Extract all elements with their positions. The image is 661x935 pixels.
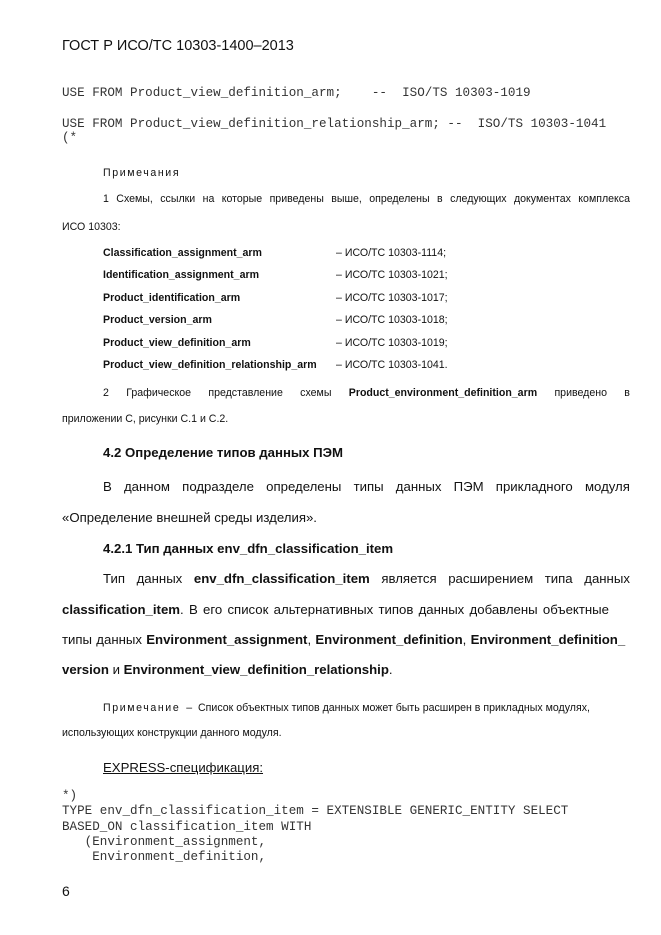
text-run: Список объектных типов данных может быть расширен в прикладных модулях, — [198, 702, 590, 714]
text-run: типы данных — [62, 632, 147, 647]
word: приведены — [269, 193, 324, 205]
note-dash: – — [186, 702, 193, 714]
code-line: (Environment_assignment, — [62, 835, 267, 849]
word: приведено — [554, 387, 607, 399]
code-line: USE FROM Product_view_definition_arm; -- ISO/TS 10303-1019 — [62, 86, 531, 100]
text-run: . В его список альтернативных типов данных добавлены объектные — [180, 602, 609, 617]
word: 2 — [103, 387, 109, 399]
word: данных — [584, 571, 630, 586]
word: Тип — [103, 571, 125, 586]
word: в — [437, 193, 443, 205]
schema-name: Product_environment_definition_arm — [348, 387, 538, 399]
ref-standard: – ИСО/ТС 10303-1114; — [336, 247, 447, 259]
word: комплекса — [578, 193, 630, 205]
ref-name: Product_view_definition_relationship_arm — [103, 359, 317, 371]
entity-name: Environment_definition_ — [470, 632, 626, 647]
ref-name: Identification_assignment_arm — [103, 269, 260, 281]
code-line: *) — [62, 789, 78, 803]
note-line1 — [103, 702, 590, 714]
word: ПЭМ — [453, 479, 484, 494]
word: данном — [123, 479, 170, 494]
ref-standard: – ИСО/ТС 10303-1041. — [336, 359, 448, 371]
code-line: USE FROM Product_view_definition_relationship_arm; -- ISO/TS 10303-1041 — [62, 117, 607, 131]
ref-standard: – ИСО/ТС 10303-1018; — [336, 314, 448, 326]
word: является — [381, 571, 437, 586]
code-line: BASED_ON classification_item WITH — [62, 820, 312, 834]
section-4-2-para-line2: «Определение внешней среды изделия». — [62, 510, 317, 525]
word: типы — [353, 479, 384, 494]
word: выше, — [331, 193, 362, 205]
section-heading-4-2: 4.2 Определение типов данных ПЭМ — [103, 445, 344, 460]
word: 1 — [103, 193, 109, 205]
section-4-2-1-line1 — [103, 571, 630, 586]
word: следующих — [450, 193, 507, 205]
section-4-2-1-line2 — [62, 602, 609, 617]
word: В — [103, 479, 112, 494]
ref-standard: – ИСО/ТС 10303-1019; — [336, 337, 448, 349]
page-number: 6 — [62, 883, 70, 899]
word: ссылки — [160, 193, 196, 205]
ref-name: Product_identification_arm — [103, 292, 241, 304]
code-line: Environment_definition, — [62, 850, 267, 864]
entity-name: Environment_assignment — [146, 632, 308, 647]
word: модуля — [584, 479, 630, 494]
word: которые — [221, 193, 263, 205]
code-line: TYPE env_dfn_classification_item = EXTENSIBLE GENERIC_ENTITY SELECT — [62, 804, 569, 818]
text-run: , — [307, 632, 316, 647]
page-header-title: ГОСТ Р ИСО/ТС 10303-1400–2013 — [62, 38, 294, 54]
text-run: и — [108, 662, 124, 677]
entity-name: Environment_definition — [315, 632, 463, 647]
word: в — [624, 387, 630, 399]
text-run: , — [462, 632, 471, 647]
text-run: . — [388, 662, 393, 677]
entity-name: Environment_view_definition_relationship — [123, 662, 389, 677]
section-4-2-para-line1 — [103, 479, 630, 494]
word: схемы — [300, 387, 332, 399]
word: прикладного — [495, 479, 573, 494]
word: документах — [513, 193, 571, 205]
note-label: Примечание — [103, 702, 181, 714]
notes-title: Примечания — [103, 167, 181, 179]
ref-name: Product_version_arm — [103, 314, 212, 326]
note2-line1 — [103, 387, 630, 399]
word: данных — [395, 479, 442, 494]
ref-name: Product_view_definition_arm — [103, 337, 251, 349]
section-4-2-1-line3 — [62, 632, 625, 647]
note1-line2: ИСО 10303: — [62, 221, 121, 233]
word: на — [202, 193, 215, 205]
type-name: classification_item — [62, 602, 181, 617]
section-4-2-1-line4 — [62, 662, 393, 677]
note2-line2: приложении С, рисунки С.1 и С.2. — [62, 413, 229, 425]
word: типа — [544, 571, 573, 586]
word: представление — [208, 387, 283, 399]
note1-line1 — [103, 193, 630, 205]
ref-standard: – ИСО/ТС 10303-1017; — [336, 292, 448, 304]
ref-standard: – ИСО/ТС 10303-1021; — [336, 269, 448, 281]
word: подразделе — [182, 479, 254, 494]
word: данных — [136, 571, 183, 586]
express-specification-label: EXPRESS-спецификация: — [103, 760, 264, 775]
type-name: env_dfn_classification_item — [193, 571, 370, 586]
section-heading-4-2-1: 4.2.1 Тип данных env_dfn_classification_item — [103, 541, 394, 556]
code-line: (* — [62, 131, 78, 145]
ref-name: Classification_assignment_arm — [103, 247, 262, 259]
word: Схемы, — [116, 193, 153, 205]
word: расширением — [448, 571, 534, 586]
word: определены — [369, 193, 430, 205]
note-line2: использующих конструкции данного модуля. — [62, 727, 282, 739]
word: Графическое — [126, 387, 192, 399]
entity-name: version — [62, 662, 109, 677]
word: определены — [266, 479, 342, 494]
